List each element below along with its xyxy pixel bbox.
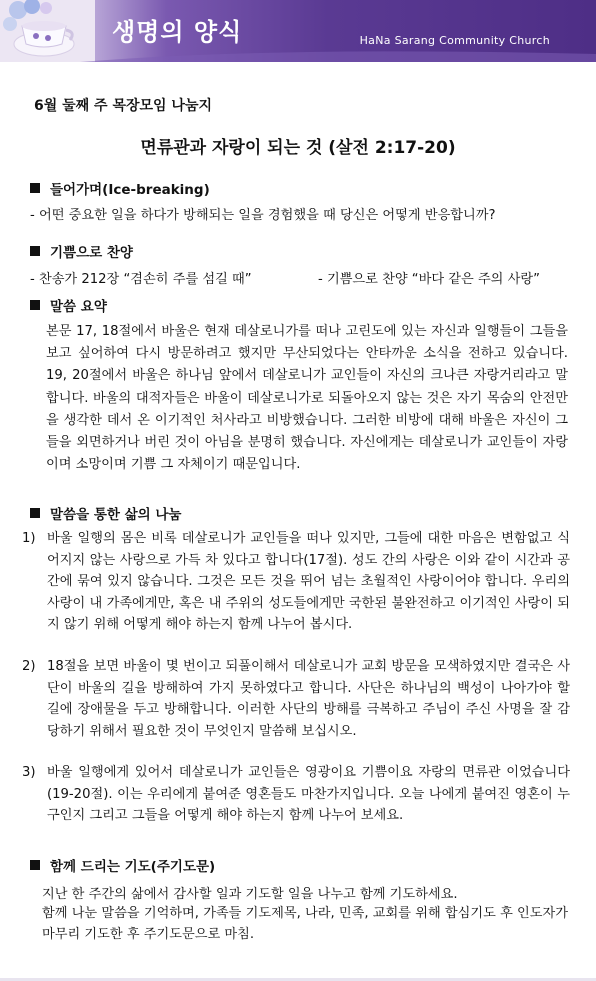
square-bullet-icon: [30, 246, 40, 256]
banner-title: 생명의 양식: [112, 18, 243, 46]
prayer-line-1: 지난 한 주간의 삶에서 감사할 일과 기도할 일을 나누고 함께 기도하세요.: [42, 887, 458, 902]
section-heading-icebreak: [30, 178, 210, 198]
section-title: 들어가며(Ice-breaking): [50, 182, 210, 198]
summary-paragraph: 본문 17, 18절에서 바울은 현재 데살로니가를 떠나 고린도에 있는 자신과 일행들이 그들을 보고 싶어하여 다시 방문하려고 했지만 무산되었다는 안타까운 소식을 전하고 있습니다. 19, 20절에서 바울은 하나님 앞에서 데살로니가 교인들이 자신의 크나큰 자랑거리라고 말합니다. 바울의 대적자들은 바울이 데살로니가로 되돌아오지 않는 것은 자기 목숨의 안전만을 생각한 데서 온 이기적인 처사라고 비방했습니다. 그러한 비방에 대해 바울은 자신이 그들을 외면하거나 버린 것이 아님을 분명히 했습니다. 자신에게는 데살로니가 교인들이 자랑이며 소망이며 기쁨 그 자체이기 때문입니다.: [46, 324, 568, 473]
square-bullet-icon: [30, 860, 40, 870]
question-text: 바울 일행에게 있어서 데살로니가 교인들은 영광이요 기쁨이요 자랑의 면류관 이었습니다(19-20절). 이는 우리에게 붙여준 영혼들도 마찬가지입니다. 오늘 나에게 붙여진 영혼이 누구인지 그리고 그들을 어떻게 해야 하는지 함께 나누어 보세요.: [47, 765, 570, 824]
section-title: 기쁨으로 찬양: [50, 245, 133, 261]
week-title: 6월 둘째 주 목장모임 나눔지: [34, 98, 213, 114]
section-heading-prayer: [30, 855, 215, 875]
question-text: 18절을 보면 바울이 몇 번이고 되풀이해서 데살로니가 교회 방문을 모색하였지만 결국은 사단이 바울의 길을 방해하여 가지 못하였다고 합니다. 사단은 하나님의 백성이 나아가야 할 길에 장애물을 두고 방해합니다. 이러한 사단의 방해를 극복하고 주님이 주신 사명을 잘 감당하기 위해서 필요한 것이 무엇인지 말씀해 보십시오.: [47, 659, 570, 739]
sermon-title: 면류관과 자랑이 되는 것 (살전 2:17-20): [140, 138, 456, 158]
section-heading-sharing: [30, 503, 181, 523]
question-number: 2): [22, 659, 36, 674]
prayer-line-2: 함께 나눈 말씀을 기억하며, 가족들 기도제목, 나라, 민족, 교회를 위해 합심기도 후 인도자가 마무리 기도한 후 주기도문으로 마침.: [42, 906, 568, 942]
praise-song-2: - 기쁨으로 찬양 “바다 같은 주의 사랑”: [318, 272, 540, 287]
question-text: 바울 일행의 몸은 비록 데살로니가 교인들을 떠나 있지만, 그들에 대한 마음은 변함없고 식어지지 않는 사랑으로 가득 차 있다고 합니다(17절). 성도 간의 사랑은 이와 같이 시간과 공간에 묶여 있지 않습니다. 그것은 모든 것을 뛰어 넘는 초월적인 사랑이어야 합니다. 우리의 사랑이 내 가족에게만, 혹은 내 주위의 성도들에게만 국한된 불완전하고 이기적인 사랑이 되지 않기 위해 어떻게 해야 하는지 함께 나누어 봅시다.: [47, 531, 570, 633]
square-bullet-icon: [30, 300, 40, 310]
praise-song-1: - 찬송가 212장 “겸손히 주를 섬길 때”: [30, 272, 252, 287]
header-banner: [0, 0, 596, 62]
question-number: 3): [22, 765, 36, 780]
question-number: 1): [22, 531, 36, 546]
icebreak-question: - 어떤 중요한 일을 하다가 방해되는 일을 경험했을 때 당신은 어떻게 반응합니까?: [30, 208, 496, 223]
sharing-question-2: [22, 656, 570, 742]
sharing-question-3: [22, 762, 570, 827]
church-name: HaNa Sarang Community Church: [359, 34, 550, 47]
section-title: 말씀 요약: [50, 299, 107, 315]
section-heading-summary: [30, 295, 107, 315]
square-bullet-icon: [30, 183, 40, 193]
square-bullet-icon: [30, 508, 40, 518]
section-title: 말씀을 통한 삶의 나눔: [50, 507, 182, 523]
section-heading-praise: [30, 241, 133, 261]
sharing-question-1: [22, 528, 570, 636]
section-title: 함께 드리는 기도(주기도문): [50, 859, 216, 875]
